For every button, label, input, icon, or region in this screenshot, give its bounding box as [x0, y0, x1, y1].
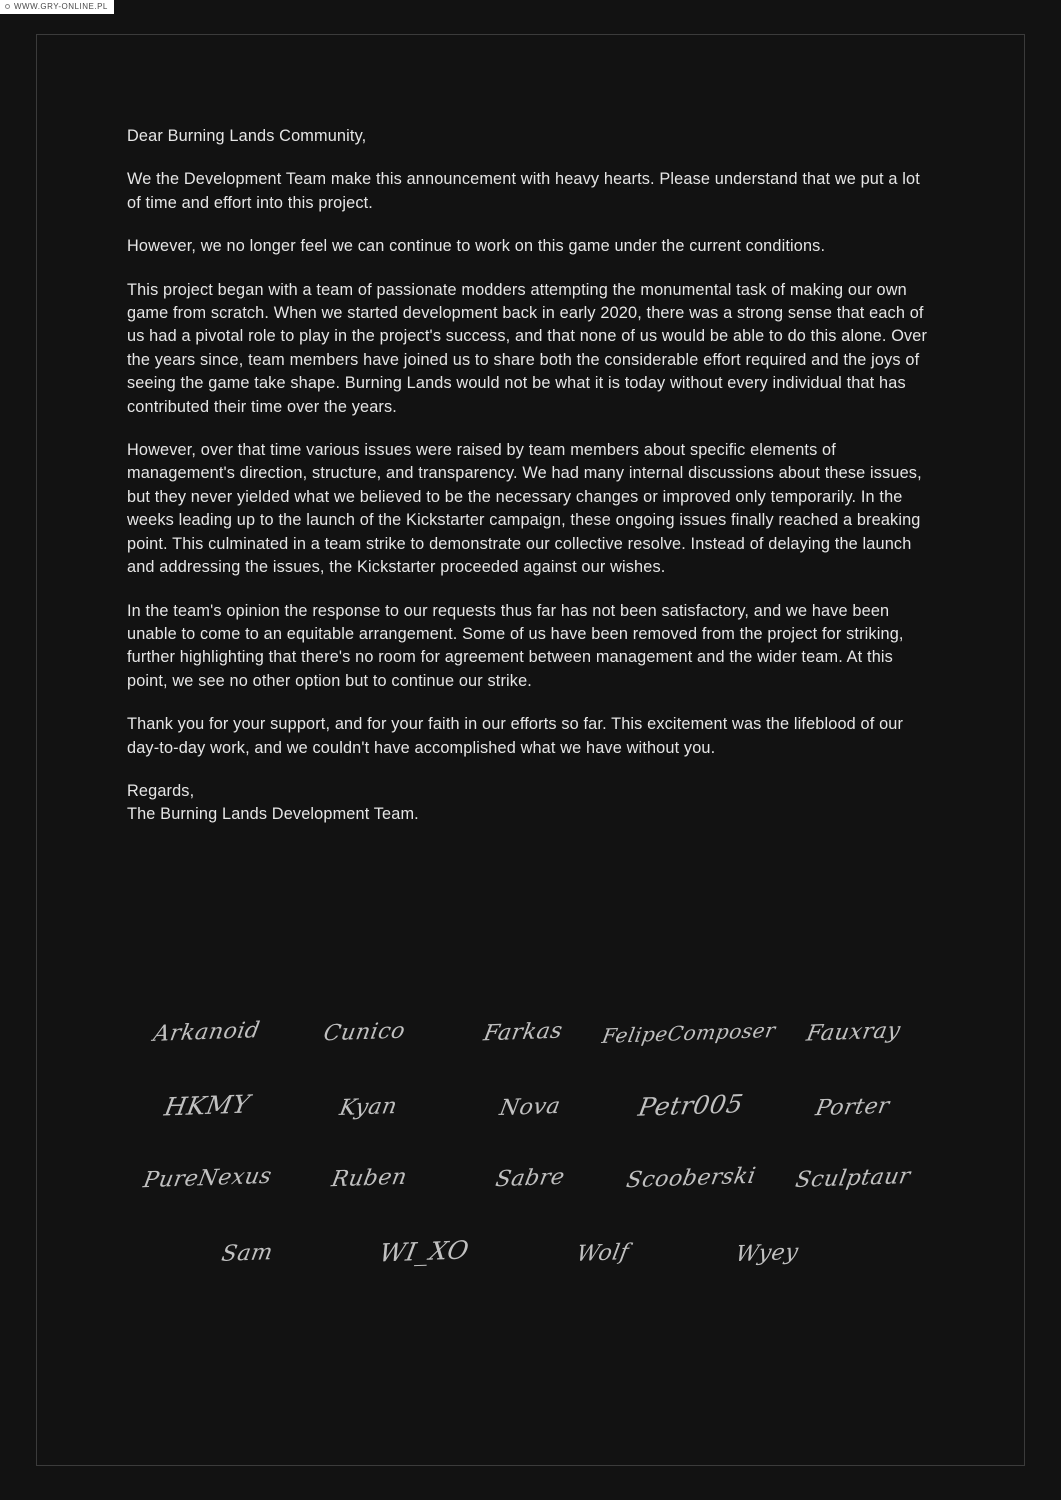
signature-cell: [611, 1091, 772, 1120]
signature-cell: [127, 1091, 288, 1120]
signature-farkas: Farkas: [481, 1018, 565, 1047]
signature-row: [127, 1237, 933, 1266]
signature-cell: [127, 1163, 288, 1194]
signature-cell: [449, 1095, 610, 1120]
signature-kyan: Kyan: [338, 1094, 400, 1121]
letter-paragraph-5: In the team's opinion the response to our requests thus far has not been satisfactory, and we have been unable to come to an equitable arrangement. Some of us have been removed from the project for striking, further highlighting that there's no room for agreement between management and the wider team. At this point, we see no other option but to continue our strike.: [127, 601, 904, 690]
signoff-team: The Burning Lands Development Team.: [127, 805, 419, 824]
signature-sam: Sam: [219, 1240, 275, 1267]
signature-wyey: Wyey: [733, 1239, 801, 1268]
signature-scooberski: Scooberski: [624, 1163, 758, 1194]
signature-sabre: Sabre: [493, 1164, 567, 1193]
signature-cell: [127, 1020, 286, 1045]
signature-row: [127, 1018, 933, 1048]
signature-ruben: Ruben: [329, 1164, 409, 1193]
signature-wixo: WI_XO: [377, 1235, 472, 1268]
signature-cell: [611, 1163, 772, 1194]
signature-cell: [288, 1095, 449, 1120]
signature-wolf: Wolf: [574, 1240, 631, 1267]
signature-block: [127, 1020, 933, 1312]
signoff-regards: Regards,: [127, 781, 195, 800]
signature-row: [127, 1163, 933, 1194]
letter-body: [127, 125, 933, 827]
signature-nova: Nova: [497, 1093, 563, 1122]
signature-cell: [774, 1020, 933, 1045]
signature-cunico: Cunico: [321, 1018, 408, 1047]
signature-hkmy: HKMY: [162, 1089, 253, 1122]
letter-signoff: [127, 780, 933, 827]
letter-paragraph-1: We the Development Team make this announcement with heavy hearts. Please understand that we put a lot of time and effort into this project.: [127, 170, 920, 212]
signature-purenexus: PureNexus: [141, 1163, 274, 1194]
letter-paragraph-2: However, we no longer feel we can continue to work on this game under the current conditions.: [127, 237, 826, 256]
signature-cell: [444, 1020, 603, 1045]
signature-cell: [286, 1020, 445, 1045]
signature-cell: [772, 1095, 933, 1120]
signature-felipecomposer: FelipeComposer: [599, 1018, 778, 1048]
signature-fauxray: Fauxray: [804, 1018, 903, 1047]
letter-paragraph-3: This project began with a team of passionate modders attempting the monumental task of making our own game from scratch. When we started development back in early 2020, there was a strong sense that each of us had a pivotal role to play in the project's success, and that none of us would be able to do this alone. Over the years since, team members have joined us to share both the considerable effort required and the joys of seeing the game take shape. Burning Lands would not be what it is today without every individual that has contributed their time over the years.: [127, 280, 928, 416]
signature-porter: Porter: [813, 1093, 892, 1122]
signature-cell: [599, 1018, 778, 1048]
signature-sculptaur: Sculptaur: [792, 1164, 912, 1193]
letter-salutation: Dear Burning Lands Community,: [127, 127, 367, 145]
signature-cell: [288, 1166, 449, 1191]
signature-cell: [772, 1166, 933, 1191]
letter-paragraph-4: However, over that time various issues were raised by team members about specific elements of management's direction, structure, and transparency. We had many internal discussions about these issues, but they never yielded what we believed to be the necessary changes or improved only temporarily. In the weeks leading up to the launch of the Kickstarter campaign, these ongoing issues finally reached a breaking point. This culminated in a team strike to demonstrate our collective resolve. Instead of delaying the launch and addressing the issues, the Kickstarter proceeded against our wishes.: [127, 441, 922, 577]
signature-row: [127, 1091, 933, 1120]
letter-text: [127, 125, 933, 827]
signature-arkanoid: Arkanoid: [150, 1018, 262, 1047]
signature-cell: [449, 1166, 610, 1191]
letter-paragraph-6: Thank you for your support, and for your faith in our efforts so far. This excitement was the lifeblood of our day-to-day work, and we couldn't have accomplished what we have without you.: [127, 715, 904, 757]
watermark-dot-icon: [5, 4, 10, 9]
watermark-label: WWW.GRY-ONLINE.PL: [14, 2, 108, 11]
site-watermark: [0, 0, 114, 14]
signature-petr005: Petr005: [636, 1089, 746, 1122]
